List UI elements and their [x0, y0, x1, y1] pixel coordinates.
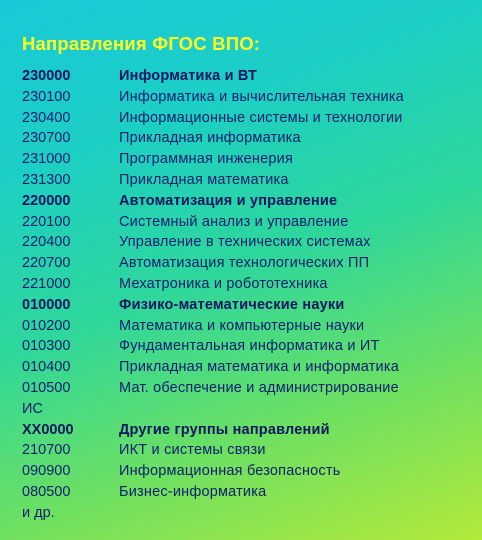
direction-code: 220700: [22, 255, 71, 272]
direction-row: [22, 274, 472, 295]
direction-code: и др.: [22, 504, 55, 521]
direction-row: [22, 295, 472, 316]
direction-code: XX0000: [22, 421, 74, 438]
direction-code: 231000: [22, 151, 71, 168]
direction-code: 230700: [22, 130, 71, 147]
direction-row: [22, 149, 472, 170]
direction-row: [22, 128, 472, 149]
direction-name: Прикладная информатика: [119, 130, 301, 147]
direction-code: 221000: [22, 275, 71, 292]
direction-row: [22, 212, 472, 233]
direction-code: 230400: [22, 109, 71, 126]
direction-row: [22, 336, 472, 357]
direction-row: [22, 503, 472, 524]
direction-row: [22, 191, 472, 212]
direction-code: ИС: [22, 400, 43, 417]
direction-row: [22, 253, 472, 274]
slide-title: Направления ФГОС ВПО:: [22, 33, 261, 54]
direction-name: Мехатроника и робототехника: [119, 275, 328, 292]
direction-name: Прикладная математика: [119, 171, 289, 188]
direction-name: Управление в технических системах: [119, 234, 371, 251]
direction-row: [22, 87, 472, 108]
direction-code: 010400: [22, 359, 71, 376]
direction-name: Автоматизация технологических ПП: [119, 255, 370, 272]
direction-name: Информатика и ВТ: [119, 68, 258, 84]
direction-code: 010000: [22, 296, 71, 313]
direction-row: [22, 357, 472, 378]
direction-name: Другие группы направлений: [119, 421, 330, 438]
direction-code: 230000: [22, 68, 71, 84]
direction-name: ИКТ и системы связи: [119, 442, 266, 459]
direction-name: Физико-математические науки: [119, 296, 345, 313]
direction-row: [22, 461, 472, 482]
direction-code: 010500: [22, 379, 71, 396]
direction-row: [22, 399, 472, 420]
direction-name: Информационные системы и технологии: [119, 109, 403, 126]
direction-row: [22, 232, 472, 253]
direction-code: 220000: [22, 192, 71, 209]
direction-row: [22, 108, 472, 129]
direction-row: [22, 378, 472, 399]
direction-row: [22, 170, 472, 191]
direction-row: [22, 66, 472, 87]
direction-code: 010300: [22, 338, 71, 355]
direction-code: 220400: [22, 234, 71, 251]
direction-name: Мат. обеспечение и администрирование: [119, 379, 399, 396]
direction-code: 080500: [22, 483, 71, 500]
direction-code: 090900: [22, 463, 71, 480]
direction-name: Информационная безопасность: [119, 463, 341, 480]
direction-name: Автоматизация и управление: [119, 192, 338, 209]
direction-name: Информатика и вычислительная техника: [119, 88, 404, 105]
direction-code: 010200: [22, 317, 71, 334]
direction-name: Программная инженерия: [119, 151, 294, 168]
direction-row: [22, 482, 472, 503]
direction-code: 231300: [22, 171, 71, 188]
direction-row: [22, 440, 472, 461]
direction-name: Прикладная математика и информатика: [119, 359, 399, 376]
direction-name: Системный анализ и управление: [119, 213, 349, 230]
direction-code: 230100: [22, 88, 71, 105]
direction-name: Бизнес-информатика: [119, 483, 267, 500]
direction-name: Математика и компьютерные науки: [119, 317, 365, 334]
directions-list: [22, 66, 472, 524]
direction-code: 220100: [22, 213, 71, 230]
direction-name: Фундаментальная информатика и ИТ: [119, 338, 380, 355]
direction-row: [22, 316, 472, 337]
direction-row: [22, 420, 472, 441]
direction-code: 210700: [22, 442, 71, 459]
